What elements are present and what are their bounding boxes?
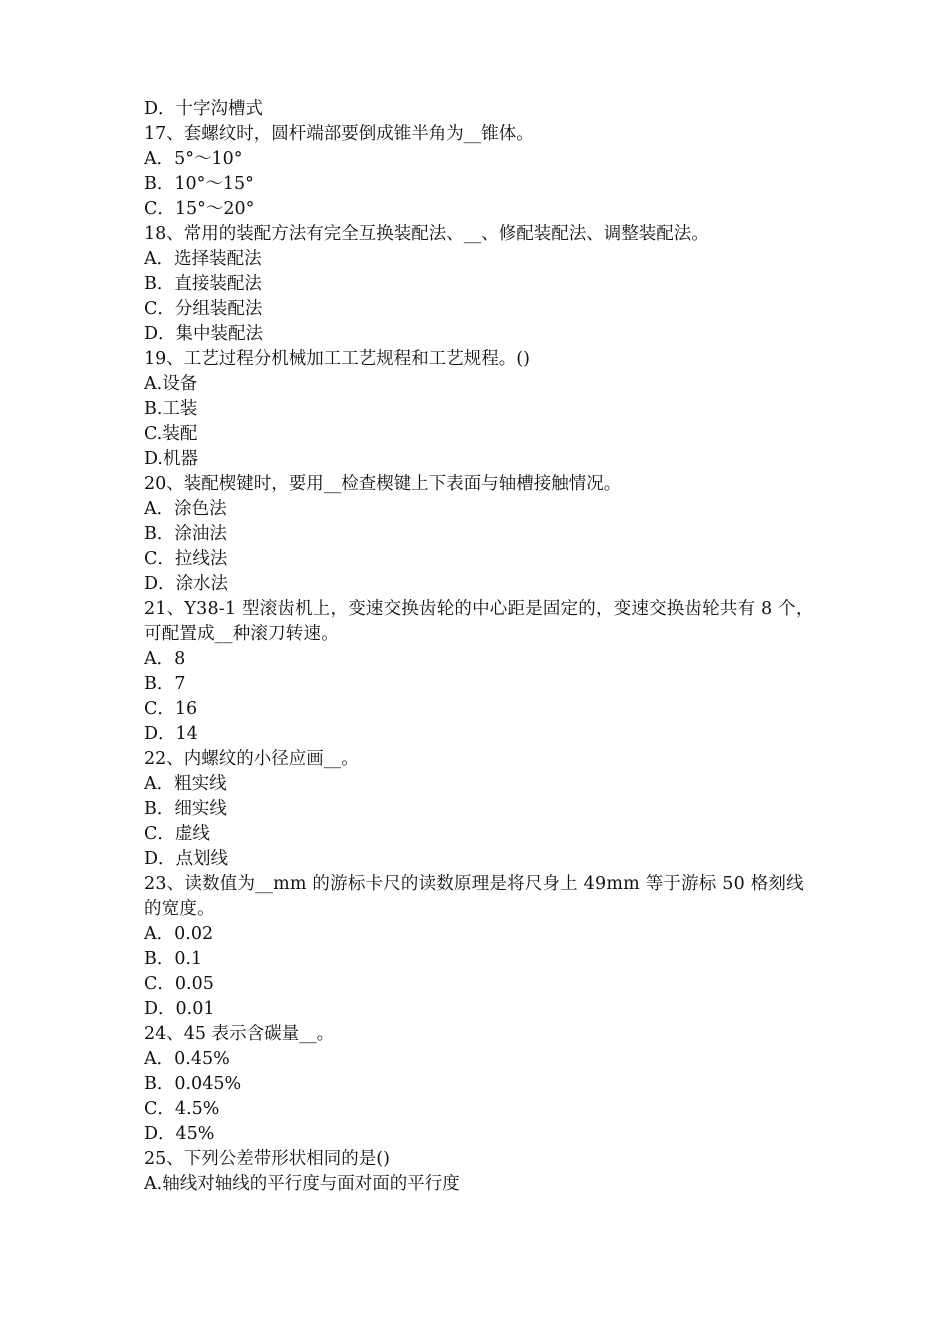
option-line: A．8	[144, 649, 186, 669]
option-line: D．涂水法	[144, 574, 229, 594]
option-line: D．集中装配法	[144, 324, 264, 344]
option-line: B．细实线	[144, 799, 227, 819]
option-line: C.装配	[144, 424, 198, 444]
option-line: C．0.05	[144, 974, 214, 994]
option-line: A.设备	[144, 374, 198, 394]
option-line: A．粗实线	[144, 774, 227, 794]
option-line: A．0.02	[144, 924, 214, 944]
option-line: C．15°～20°	[144, 199, 255, 219]
question-line: 21、Y38-1 型滚齿机上，变速交换齿轮的中心距是固定的，变速交换齿轮共有 8 个，可配置成__种滚刀转速。	[144, 599, 814, 644]
question-line: 18、常用的装配方法有完全互换装配法、__、修配装配法、调整装配法。	[144, 224, 709, 244]
option-line: B．0.045%	[144, 1074, 242, 1094]
option-line: A．涂色法	[144, 499, 227, 519]
question-line: 19、工艺过程分机械加工工艺规程和工艺规程。()	[144, 349, 530, 369]
option-line: A．选择装配法	[144, 249, 262, 269]
option-line: B．10°～15°	[144, 174, 254, 194]
option-line: C．分组装配法	[144, 299, 263, 319]
option-line: D．14	[144, 724, 198, 744]
option-line: D.机器	[144, 449, 198, 469]
option-line: B.工装	[144, 399, 198, 419]
question-line: 24、45 表示含碳量__。	[144, 1024, 335, 1044]
question-line: 23、读数值为__mm 的游标卡尺的读数原理是将尺身上 49mm 等于游标 50 格刻线的宽度。	[144, 874, 804, 919]
option-line: D．点划线	[144, 849, 229, 869]
question-line: 25、下列公差带形状相同的是()	[144, 1149, 390, 1169]
question-line: 17、套螺纹时，圆杆端部要倒成锥半角为__锥体。	[144, 124, 534, 144]
option-line: C．虚线	[144, 824, 210, 844]
option-line: C．16	[144, 699, 198, 719]
option-line: A.轴线对轴线的平行度与面对面的平行度	[144, 1174, 460, 1194]
option-line: D．45%	[144, 1124, 215, 1144]
option-line: C．拉线法	[144, 549, 228, 569]
option-line: A．5°～10°	[144, 149, 243, 169]
option-line: D．十字沟槽式	[144, 99, 264, 119]
question-line: 22、内螺纹的小径应画__。	[144, 749, 359, 769]
option-line: A．0.45%	[144, 1049, 230, 1069]
option-line: B．0.1	[144, 949, 203, 969]
option-line: B．7	[144, 674, 186, 694]
option-line: B．涂油法	[144, 524, 227, 544]
question-line: 20、装配楔键时，要用__检查楔键上下表面与轴槽接触情况。	[144, 474, 622, 494]
document-body	[144, 97, 814, 1197]
option-line: D．0.01	[144, 999, 215, 1019]
option-line: C．4.5%	[144, 1099, 220, 1119]
option-line: B．直接装配法	[144, 274, 262, 294]
